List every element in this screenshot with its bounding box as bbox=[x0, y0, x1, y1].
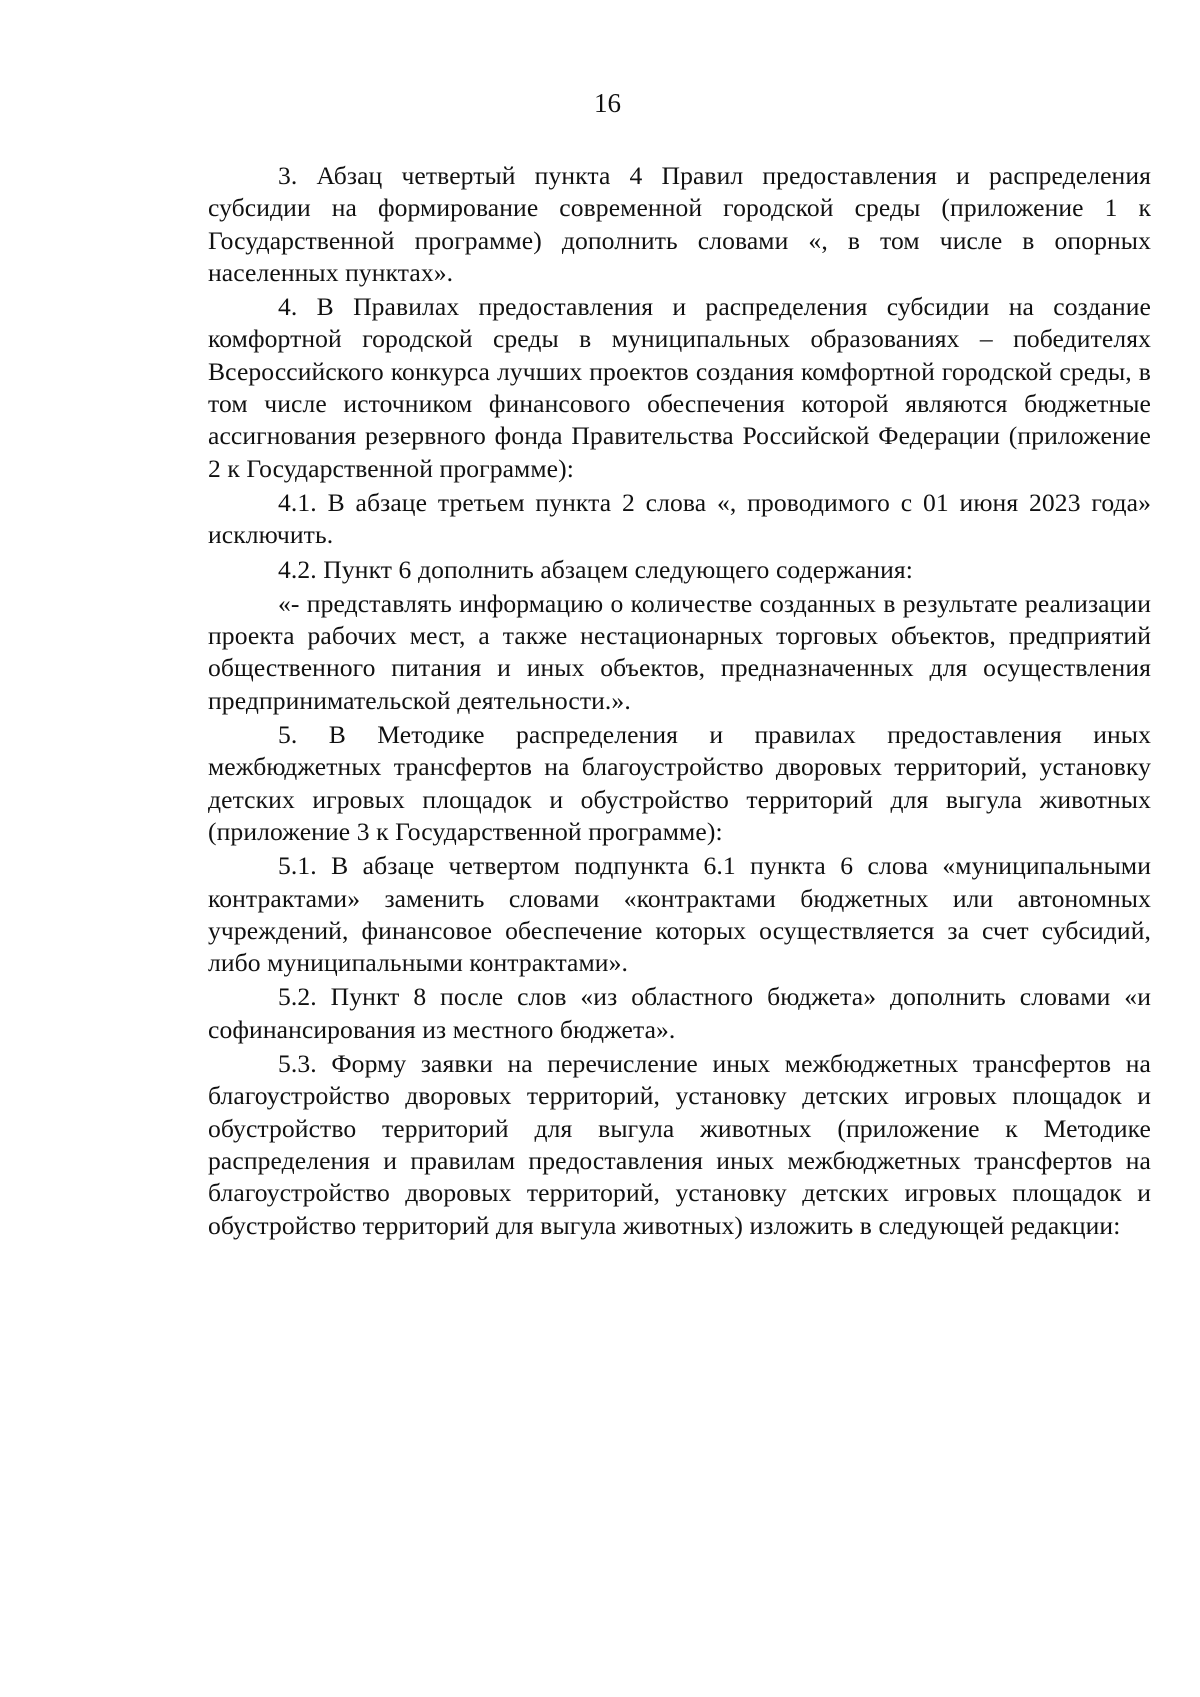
document-body bbox=[208, 160, 1151, 1242]
paragraph-5-3: 5.3. Форму заявки на перечисление иных межбюджетных трансфертов на благоустройство дворовых территорий, установку детских игровых площадок и обустройство территорий для выгула животных (приложение к Методике распределения и правилам предоставления иных межбюджетных трансфертов на благоустройство дворовых территорий, установку детских игровых площадок и обустройство территорий для выгула животных) изложить в следующей редакции: bbox=[208, 1049, 1151, 1240]
paragraph-5-1: 5.1. В абзаце четвертом подпункта 6.1 пункта 6 слова «муниципальными контрактами» заменить словами «контрактами бюджетных или автономных учреждений, финансовое обеспечение которых осуществляется за счет субсидий, либо муниципальными контрактами». bbox=[208, 851, 1151, 978]
paragraph-3: 3. Абзац четвертый пункта 4 Правил предоставления и распределения субсидии на формирование современной городской среды (приложение 1 к Государственной программе) дополнить словами «, в том числе в опорных населенных пунктах». bbox=[208, 161, 1151, 287]
paragraph-4-2: 4.2. Пункт 6 дополнить абзацем следующего содержания: bbox=[278, 554, 913, 584]
paragraph-4-1: 4.1. В абзаце третьем пункта 2 слова «, проводимого с 01 июня 2023 года» исключить. bbox=[208, 487, 1151, 550]
paragraph-5: 5. В Методике распределения и правилах предоставления иных межбюджетных трансфертов на благоустройство дворовых территорий, установку детских игровых площадок и обустройство территорий для выгула животных (приложение 3 к Государственной программе): bbox=[208, 720, 1151, 846]
paragraph-5-2: 5.2. Пункт 8 после слов «из областного бюджета» дополнить словами «и софинансирования из местного бюджета». bbox=[208, 982, 1151, 1044]
paragraph-4: 4. В Правилах предоставления и распределения субсидии на создание комфортной городской среды в муниципальных образованиях – победителях Всероссийского конкурса лучших проектов создания комфортной городской среды, в том числе источником финансового обеспечения которой являются бюджетные ассигнования резервного фонда Правительства Российской Федерации (приложение 2 к Государственной программе): bbox=[208, 292, 1151, 483]
paragraph-4-2-quote: «- представлять информацию о количестве созданных в результате реализации проекта рабочих мест, а также нестационарных торговых объектов, предприятий общественного питания и иных объектов, предназначенных для осуществления предпринимательской деятельности.». bbox=[208, 588, 1151, 715]
page-number: 16 bbox=[594, 88, 621, 118]
